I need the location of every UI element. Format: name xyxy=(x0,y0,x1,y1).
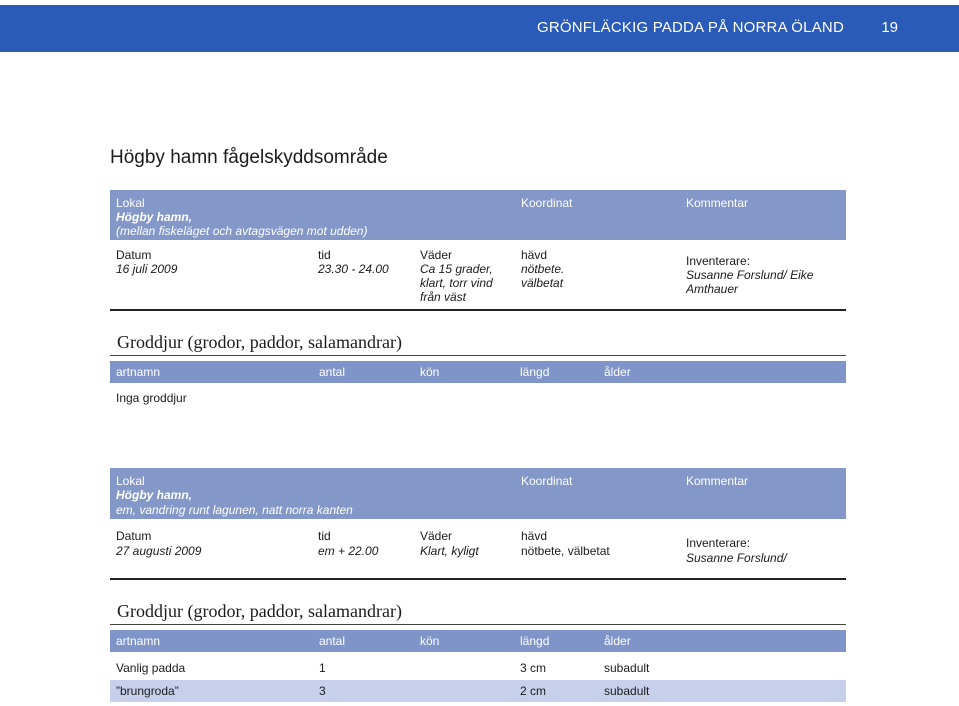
cell-antal: 1 xyxy=(319,661,326,675)
lokal-description: em, vandring runt lagunen, natt norra kanten xyxy=(116,503,353,517)
lokal-label: Lokal xyxy=(116,196,145,210)
tid-label: tid xyxy=(318,248,331,262)
kommentar-label: Kommentar xyxy=(686,196,749,210)
inventerare-line-2: Amthauer xyxy=(686,282,739,296)
vader-value: Klart, kyligt xyxy=(420,544,479,558)
page-number: 19 xyxy=(881,19,898,36)
species-note: Inga groddjur xyxy=(116,391,187,405)
koordinat-label: Koordinat xyxy=(521,474,573,488)
vader-line-1: Ca 15 grader, xyxy=(420,262,493,276)
col-kon: kön xyxy=(420,634,440,648)
running-header-title: GRÖNFLÄCKIG PADDA PÅ NORRA ÖLAND xyxy=(536,19,844,36)
vader-label: Väder xyxy=(420,529,453,543)
datum-value: 16 juli 2009 xyxy=(116,262,178,276)
species-column-header xyxy=(110,630,846,652)
lokal-name: Högby hamn, xyxy=(116,488,193,502)
tid-value: 23.30 - 24.00 xyxy=(318,262,389,276)
cell-langd: 2 cm xyxy=(520,684,547,698)
inventerare-label: Inventerare: xyxy=(686,254,751,268)
col-artnamn: artnamn xyxy=(116,634,161,648)
tid-label: tid xyxy=(318,529,331,543)
section-title: Högby hamn fågelskyddsområde xyxy=(110,147,388,168)
lokal-label: Lokal xyxy=(116,474,145,488)
lokal-description: (mellan fiskeläget och avtagsvägen mot udden) xyxy=(116,224,368,238)
col-alder: ålder xyxy=(604,634,631,648)
kommentar-label: Kommentar xyxy=(686,474,749,488)
groddjur-title: Groddjur (grodor, paddor, salamandrar) xyxy=(117,332,402,352)
page-header-bar xyxy=(0,5,959,52)
col-langd: längd xyxy=(520,365,550,379)
col-artnamn: artnamn xyxy=(116,365,161,379)
vader-line-2: klart, torr vind xyxy=(420,276,493,290)
species-row xyxy=(110,680,846,702)
datum-label: Datum xyxy=(116,248,152,262)
divider xyxy=(110,309,846,311)
groddjur-title: Groddjur (grodor, paddor, salamandrar) xyxy=(117,601,402,621)
havd-value: nötbete, välbetat xyxy=(521,544,610,558)
cell-alder: subadult xyxy=(604,661,650,675)
inventerare-value: Susanne Forslund/ xyxy=(686,551,787,565)
lokal-header-bar xyxy=(110,190,846,240)
species-column-header xyxy=(110,361,846,383)
havd-label: hävd xyxy=(521,529,548,543)
havd-label: hävd xyxy=(521,248,548,262)
inventerare-line-1: Susanne Forslund/ Eike xyxy=(686,268,814,282)
divider xyxy=(110,578,846,580)
col-antal: antal xyxy=(319,365,346,379)
vader-line-3: från väst xyxy=(420,290,467,304)
divider xyxy=(110,624,846,625)
cell-antal: 3 xyxy=(319,684,326,698)
vader-label: Väder xyxy=(420,248,453,262)
havd-line-1: nötbete. xyxy=(521,262,565,276)
col-alder: ålder xyxy=(604,365,631,379)
cell-alder: subadult xyxy=(604,684,650,698)
datum-label: Datum xyxy=(116,529,152,543)
cell-langd: 3 cm xyxy=(520,661,547,675)
havd-line-2: välbetat xyxy=(521,276,564,290)
koordinat-label: Koordinat xyxy=(521,196,573,210)
lokal-name: Högby hamn, xyxy=(116,210,193,224)
cell-artnamn: ”brungroda” xyxy=(116,684,179,698)
cell-artnamn: Vanlig padda xyxy=(116,661,186,675)
inventerare-label: Inventerare: xyxy=(686,536,751,550)
col-kon: kön xyxy=(420,365,440,379)
col-antal: antal xyxy=(319,634,346,648)
tid-value: em + 22.00 xyxy=(318,544,379,558)
col-langd: längd xyxy=(520,634,550,648)
datum-value: 27 augusti 2009 xyxy=(116,544,202,558)
divider xyxy=(110,355,846,356)
lokal-header-bar xyxy=(110,468,846,519)
